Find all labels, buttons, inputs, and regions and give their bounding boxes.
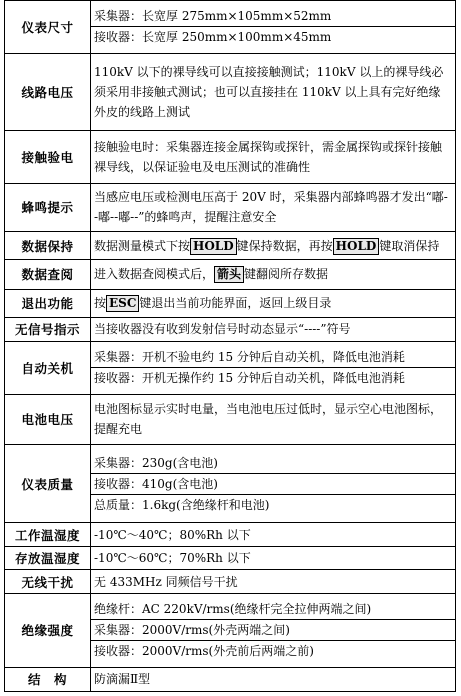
value-text: 按 <box>94 296 107 311</box>
row-value <box>91 183 456 232</box>
table-row <box>5 53 456 130</box>
value-line: 接收器：开机无操作约 15 分钟后自动关机，降低电池消耗 <box>91 367 455 388</box>
value-text: 接触验电时：采集器连接金属探钩或探针，需金属探钩或探针接触裸导线，以保证验电及电压测试的准确性 <box>94 139 443 174</box>
value-text: 防滴漏Ⅱ型 <box>94 672 151 687</box>
value-text: -10℃～40℃；80%Rh 以下 <box>94 527 251 542</box>
value-text: 当感应电压或检测电压高于 20V 时，采集器内部蜂鸣器才发出“嘟--嘟--嘟--”的蜂鸣声，提醒注意安全 <box>94 190 448 225</box>
table-row <box>5 130 456 183</box>
value-line: 采集器：230g(含电池) <box>94 455 218 470</box>
value-text: 当接收器没有收到发射信号时动态显示“----”符号 <box>94 322 351 337</box>
value-text: 电池图标显示实时电量，当电池电压过低时，显示空心电池图标，提醒充电 <box>94 402 443 437</box>
row-label: 绝缘强度 <box>5 594 91 667</box>
row-label: 接触验电 <box>5 130 91 183</box>
value-text: 键取消保持 <box>379 238 440 253</box>
row-value <box>91 445 456 523</box>
value-text: 键翻阅所存数据 <box>244 267 329 282</box>
spec-table <box>4 0 456 692</box>
hold-key: HOLD <box>333 238 380 255</box>
row-label: 仪表质量 <box>5 445 91 523</box>
value-line: 采集器：2000V/rms(外壳两端之间) <box>91 619 455 640</box>
row-value <box>91 290 456 317</box>
row-value <box>91 341 456 394</box>
row-label: 仪表尺寸 <box>5 1 91 54</box>
row-value <box>91 523 456 546</box>
table-row <box>5 341 456 394</box>
row-label: 蜂鸣提示 <box>5 183 91 232</box>
row-value <box>91 570 456 594</box>
row-value <box>91 546 456 569</box>
row-label: 结 构 <box>5 667 91 691</box>
value-line: 绝缘杆：AC 220kV/rms(绝缘杆完全拉伸两端之间) <box>94 602 372 617</box>
row-label: 无线干扰 <box>5 570 91 594</box>
table-row <box>5 259 456 289</box>
value-text: 键保持数据，再按 <box>236 238 333 253</box>
arrow-key: 箭头 <box>214 266 244 283</box>
row-label: 数据保持 <box>5 232 91 259</box>
value-text: 无 433MHz 同频信号干扰 <box>94 574 238 589</box>
value-line: 采集器：长宽厚 275mm×105mm×52mm <box>94 9 332 24</box>
value-text: -10℃～60℃；70%Rh 以下 <box>94 550 251 565</box>
table-row <box>5 523 456 546</box>
value-line: 接收器：长宽厚 250mm×100mm×45mm <box>91 26 455 47</box>
value-line: 采集器：开机不验电约 15 分钟后自动关机，降低电池消耗 <box>94 350 405 365</box>
row-value <box>91 232 456 259</box>
row-label: 存放温湿度 <box>5 546 91 569</box>
hold-key: HOLD <box>190 238 237 255</box>
row-value <box>91 594 456 667</box>
table-row <box>5 570 456 594</box>
row-value <box>91 259 456 289</box>
row-value <box>91 130 456 183</box>
row-label: 电池电压 <box>5 394 91 445</box>
row-value <box>91 53 456 130</box>
table-row <box>5 317 456 341</box>
value-text: 进入数据查阅模式后， <box>94 267 215 282</box>
value-line: 总质量：1.6kg(含绝缘杆和电池) <box>91 494 455 515</box>
table-row <box>5 445 456 523</box>
table-row <box>5 594 456 667</box>
row-label: 无信号指示 <box>5 317 91 341</box>
value-text: 数据测量模式下按 <box>94 238 191 253</box>
row-label: 数据查阅 <box>5 259 91 289</box>
esc-key: ESC <box>106 295 139 312</box>
row-value <box>91 1 456 54</box>
row-value <box>91 394 456 445</box>
table-row <box>5 1 456 54</box>
table-row <box>5 667 456 691</box>
value-line: 接收器：2000V/rms(外壳前后两端之前) <box>91 640 455 661</box>
row-value <box>91 317 456 341</box>
table-row <box>5 232 456 259</box>
value-text: 110kV 以下的裸导线可以直接接触测试；110kV 以上的裸导线必须采用非接触式测试；也可以直接挂在 110kV 以上具有完好绝缘外皮的线路上测试 <box>94 64 444 119</box>
row-label: 自动关机 <box>5 341 91 394</box>
table-row <box>5 290 456 317</box>
row-label: 退出功能 <box>5 290 91 317</box>
value-line: 接收器：410g(含电池) <box>91 473 455 494</box>
table-row <box>5 183 456 232</box>
row-label: 工作温湿度 <box>5 523 91 546</box>
row-label: 线路电压 <box>5 53 91 130</box>
value-text: 键退出当前功能界面，返回上级目录 <box>139 296 332 311</box>
row-value <box>91 667 456 691</box>
table-row <box>5 394 456 445</box>
table-row <box>5 546 456 569</box>
